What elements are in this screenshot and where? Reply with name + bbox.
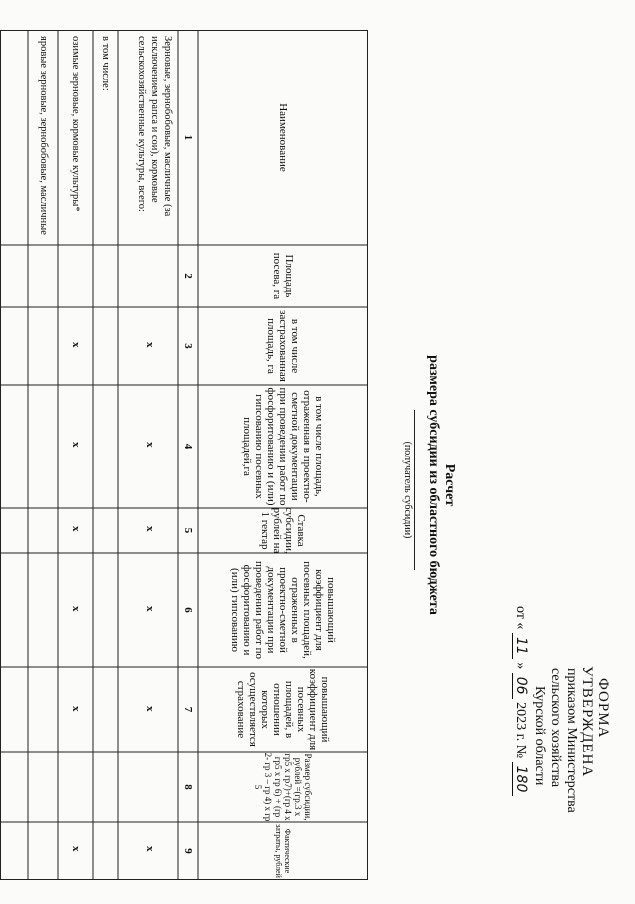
- date-year: 2023 г. №: [513, 702, 528, 759]
- col-header-coef-project: повышающий коэффициент для посевных площадей, отраженных в проектно-сметной документации при проведении работ по фосфоритованию и (или) гипсованию: [229, 561, 337, 659]
- col-number: 3: [182, 343, 194, 349]
- recipient-caption: (получатель субсидии): [402, 410, 415, 570]
- col-number: 1: [182, 134, 194, 141]
- col-number: 2: [182, 273, 194, 279]
- cell-mark: х: [70, 706, 82, 712]
- cell-mark: х: [144, 706, 156, 712]
- approval-date: [512, 606, 529, 856]
- row-label-including: в том числе:: [100, 36, 111, 91]
- row-label-winter-crops: озимые зерновые, кормовые культуры*: [70, 36, 81, 212]
- col-number: 4: [182, 443, 194, 450]
- col-header-subsidy-size: Размер субсидии, рублей =(гр.3 х гр5 х гр7)+(гр 4 х гр5 х гр 6) + (гр 2- гр 3 – гр 4) х гр 5: [253, 752, 313, 822]
- approval-header: [512, 606, 611, 856]
- approval-line-2: сельского хозяйства: [548, 668, 563, 788]
- col-header-actual-costs: Фактические затраты, рублей: [274, 824, 292, 878]
- col-number: 6: [182, 607, 194, 613]
- cell-mark: х: [70, 442, 82, 448]
- subsidy-table: [0, 30, 368, 880]
- approved-label: УТВЕРЖДЕНА: [579, 666, 595, 778]
- date-day: 11: [512, 633, 529, 659]
- cell-mark: х: [144, 846, 156, 852]
- col-header-project-area: в том числе площадь, отраженная в проектно-сметной документации при проведении работ по фосфоритованию и (или) гипсованию посевных площадей,га: [241, 387, 325, 506]
- order-number: 180: [512, 762, 529, 797]
- row-label-total: Зерновые, зернобобовые, масличные (за исключением рапса и сои), кормовые сельскохозяйственные культуры, всего:: [136, 36, 173, 217]
- document-title: [425, 270, 457, 700]
- col-number: 8: [182, 784, 194, 790]
- col-header-area: Площадь посева, га: [271, 252, 295, 300]
- cell-mark: х: [144, 342, 156, 348]
- col-number: 5: [182, 527, 194, 534]
- approval-line-3: Курской области: [532, 686, 547, 786]
- form-label: ФОРМА: [595, 678, 611, 739]
- row-label-spring-crops: яровые зерновые, зернобобовые, масличные: [38, 36, 49, 235]
- col-header-coef-insurance: повышающий коэффициент для посевных площадей, в отношении которых осуществляется страхование: [235, 668, 331, 751]
- cell-mark: х: [70, 606, 82, 612]
- approval-line-1: приказом Министерства: [564, 668, 579, 813]
- col-number: 9: [182, 848, 194, 854]
- date-prefix: от «: [513, 606, 528, 630]
- col-header-insured-area: в том числе застрахованная площадь, га: [265, 310, 301, 382]
- cell-mark: х: [144, 606, 156, 612]
- cell-mark: х: [70, 342, 82, 348]
- col-header-name: Наименование: [277, 103, 289, 172]
- date-mid: »: [513, 662, 528, 670]
- cell-mark: х: [70, 846, 82, 852]
- col-number: 7: [182, 706, 194, 713]
- title-line-2: размера субсидии из областного бюджета: [426, 355, 441, 615]
- cell-mark: х: [144, 526, 156, 532]
- date-month: 06: [512, 673, 529, 699]
- cell-mark: х: [70, 526, 82, 532]
- title-line-1: Расчет: [442, 463, 457, 507]
- col-header-rate: Ставка субсидии, рублей на 1 гектар: [259, 507, 307, 554]
- cell-mark: х: [144, 442, 156, 448]
